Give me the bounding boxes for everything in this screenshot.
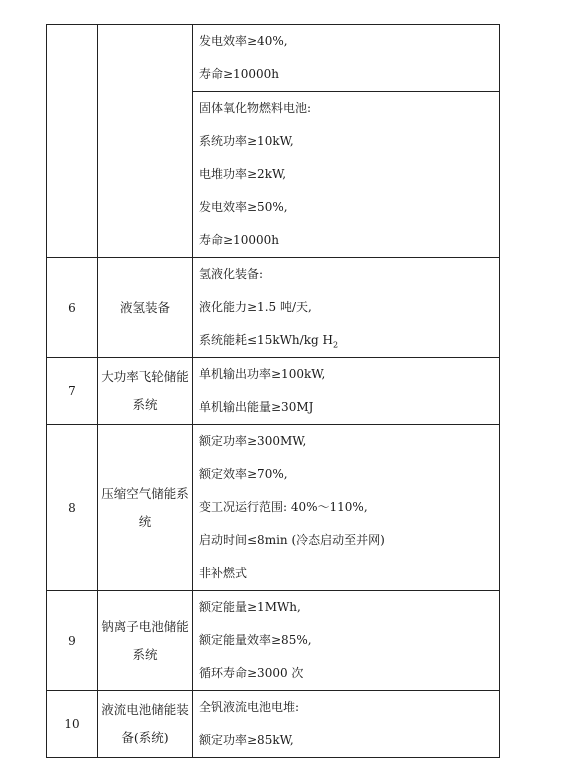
spec-cell — [193, 358, 500, 425]
spec-line: 全钒液流电池电堆: — [199, 700, 300, 714]
spec-cell — [193, 25, 500, 92]
row-number-cell — [47, 25, 98, 258]
spec-line: 变工况运行范围: 40%～110%, — [199, 500, 368, 514]
spec-line: 循环寿命≥3000 次 — [199, 666, 304, 680]
spec-line: 单机输出能量≥30MJ — [199, 400, 314, 414]
spec-line: 发电效率≥40%, — [199, 34, 288, 48]
spec-line: 寿命≥10000h — [199, 233, 279, 247]
row-number-cell: 9 — [47, 591, 98, 691]
row-number-cell: 6 — [47, 258, 98, 358]
spec-line: 额定能量效率≥85%, — [199, 633, 312, 647]
spec-line: 额定能量≥1MWh, — [199, 600, 301, 614]
spec-line: 单机输出功率≥100kW, — [199, 367, 326, 381]
equipment-name-cell: 压缩空气储能系统 — [98, 425, 193, 591]
spec-cell — [193, 258, 500, 358]
spec-line: 额定功率≥300MW, — [199, 434, 307, 448]
spec-line: 发电效率≥50%, — [199, 200, 288, 214]
spec-text: 系统能耗≤15kWh/kg H — [199, 333, 333, 347]
equipment-name-cell: 液氢装备 — [98, 258, 193, 358]
equipment-name-cell — [98, 25, 193, 258]
table-row — [47, 258, 500, 358]
subscript-text: 2 — [332, 340, 339, 350]
row-number-cell: 10 — [47, 691, 98, 758]
spec-line: 启动时间≤8min (冷态启动至并网) — [199, 533, 385, 547]
spec-line: 固体氧化物燃料电池: — [199, 101, 312, 115]
table-row — [47, 425, 500, 591]
spec-cell — [193, 691, 500, 758]
spec-line: 氢液化装备: — [199, 267, 264, 281]
equipment-name-cell: 钠离子电池储能系统 — [98, 591, 193, 691]
spec-line: 系统功率≥10kW, — [199, 134, 294, 148]
row-number-cell: 8 — [47, 425, 98, 591]
equipment-name-cell: 液流电池储能装备(系统) — [98, 691, 193, 758]
spec-line: 液化能力≥1.5 吨/天, — [199, 300, 312, 314]
spec-line: 额定效率≥70%, — [199, 467, 288, 481]
equipment-name-cell: 大功率飞轮储能系统 — [98, 358, 193, 425]
spec-cell — [193, 92, 500, 258]
spec-line: 电堆功率≥2kW, — [199, 167, 287, 181]
table-row — [47, 25, 500, 92]
table-row — [47, 591, 500, 691]
spec-cell — [193, 591, 500, 691]
spec-line: 寿命≥10000h — [199, 67, 279, 81]
table-row — [47, 691, 500, 758]
table-row — [47, 358, 500, 425]
spec-line: 额定功率≥85kW, — [199, 733, 294, 747]
row-number-cell: 7 — [47, 358, 98, 425]
spec-line: 非补燃式 — [199, 566, 248, 580]
spec-cell — [193, 425, 500, 591]
equipment-table — [46, 24, 500, 758]
spec-line — [199, 324, 499, 357]
